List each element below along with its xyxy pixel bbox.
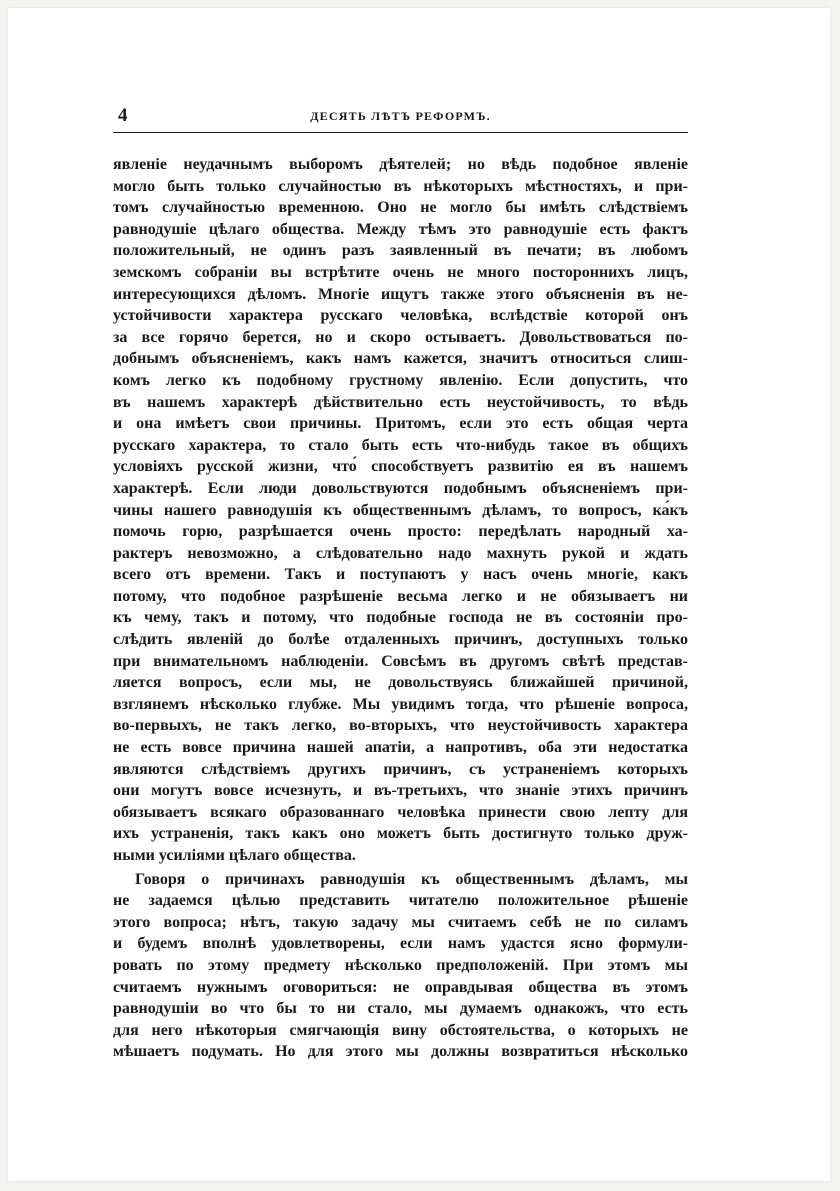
text-line: ихъ устраненія, такъ какъ оно можетъ быть достигнуто только друж- xyxy=(113,825,688,843)
text-line: характерѣ. Если люди довольствуются подобнымъ объясненіемъ при- xyxy=(113,479,688,497)
text-line: въ нашемъ характерѣ дѣйствительно есть неустойчивость, то вѣдь xyxy=(113,393,688,411)
text-line: потому, что подобное разрѣшеніе весьма легко и не обязываетъ ни xyxy=(113,587,688,605)
text-line: и будемъ вполнѣ удовлетворены, если намъ удастся ясно формули- xyxy=(113,935,688,953)
text-line: русскаго характера, то стало быть есть что-нибудь такое въ общихъ xyxy=(113,436,688,454)
text-line: чины нашего равнодушія къ общественнымъ дѣламъ, то вопросъ, ка́къ xyxy=(113,501,688,519)
text-line: явленіе неудачнымъ выборомъ дѣятелей; но вѣдь подобное явленіе xyxy=(113,156,688,173)
text-line: помочь горю, разрѣшается очень просто: передѣлать народный ха- xyxy=(113,523,688,541)
text-line: являются слѣдствіемъ другихъ причинъ, съ устраненіемъ которыхъ xyxy=(113,760,688,778)
text-line: и она имѣетъ свои причины. Притомъ, если это есть общая черта xyxy=(113,415,688,433)
text-line: интересующихся дѣломъ. Многіе ищутъ также этого объясненія въ не- xyxy=(113,285,688,303)
running-title: ДЕСЯТЬ ЛѢТЪ РЕФОРМЪ. xyxy=(310,109,491,123)
text-line: при внимательномъ наблюденіи. Совсѣмъ въ другомъ свѣтѣ представ- xyxy=(113,652,688,670)
text-line: не задаемся цѣлью представить читателю положительное рѣшеніе xyxy=(113,892,688,910)
text-line: равнодушіе цѣлаго общества. Между тѣмъ это равнодушіе есть фактъ xyxy=(113,220,688,238)
body-text xyxy=(113,154,688,1063)
text-line: Говоря о причинахъ равнодушія къ общественнымъ дѣламъ, мы xyxy=(135,870,688,888)
text-line: они могутъ вовсе исчезнуть, и въ-третьихъ, что знаніе этихъ причинъ xyxy=(113,782,688,800)
text-line: положительный, не одинъ разъ заявленный въ печати; въ любомъ xyxy=(113,242,688,260)
text-line: ровать по этому предмету нѣсколько предположеній. При этомъ мы xyxy=(113,956,688,974)
text-line: этого вопроса; нѣтъ, такую задачу мы считаемъ себѣ не по силамъ xyxy=(113,913,688,931)
text-line: земскомъ собраніи вы встрѣтите очень не много постороннихъ лицъ, xyxy=(113,263,688,281)
page-number: 4 xyxy=(118,105,128,126)
text-line: добнымъ объясненіемъ, какъ намъ кажется, значитъ относиться слиш- xyxy=(113,350,688,368)
text-line: не есть вовсе причина нашей апатіи, а напротивъ, оба эти недостатка xyxy=(113,739,688,757)
text-line: слѣдить явленій до болѣе отдаленныхъ причинъ, доступныхъ только xyxy=(113,631,688,649)
text-line: обязываетъ всякаго образованнаго человѣка принести свою лепту для xyxy=(113,803,688,821)
text-line: во-первыхъ, не такъ легко, во-вторыхъ, что неустойчивость характера xyxy=(113,717,688,735)
text-line: ными усиліями цѣлаго общества. xyxy=(113,847,356,864)
text-line: томъ случайностью временною. Оно не могло бы имѣть слѣдствіемъ xyxy=(113,199,688,217)
text-line: ляется вопросъ, если мы, не довольствуясь ближайшей причиной, xyxy=(113,674,688,692)
text-line: равнодушіи во что бы то ни стало, мы думаемъ однакожъ, что есть xyxy=(113,1000,688,1018)
text-line: всего отъ времени. Такъ и поступаютъ у насъ очень многіе, какъ xyxy=(113,566,688,584)
paragraph xyxy=(113,154,688,867)
text-line: комъ легко къ подобному грустному явленію. Если допустить, что xyxy=(113,371,688,389)
text-line: считаемъ нужнымъ оговориться: не оправдывая общества въ этомъ xyxy=(113,978,688,996)
text-line: за все горячо берется, но и скоро остываетъ. Довольствоваться по- xyxy=(113,328,688,346)
text-line: къ чему, такъ и потому, что подобные господа не въ состояніи про- xyxy=(113,609,688,627)
text-line: рактеръ невозможно, а слѣдовательно надо махнуть рукой и ждать xyxy=(113,544,688,562)
book-page xyxy=(8,8,830,1181)
header-rule xyxy=(113,132,688,133)
text-line: могло быть только случайностью въ нѣкоторыхъ мѣстностяхъ, и при- xyxy=(113,177,688,195)
text-line: взглянемъ нѣсколько глубже. Мы увидимъ тогда, что рѣшеніе вопроса, xyxy=(113,695,688,713)
text-line: для него нѣкоторыя смягчающія вину обстоятельства, о которыхъ не xyxy=(113,1021,688,1039)
paragraph xyxy=(113,869,688,1063)
text-line: мѣшаетъ подумать. Но для этого мы должны возвратиться нѣсколько xyxy=(113,1043,688,1061)
text-line: условіяхъ русской жизни, что́ способствуетъ развитію ея въ нашемъ xyxy=(113,458,688,476)
text-line: устойчивости характера русскаго человѣка, вслѣдствіе которой онъ xyxy=(113,307,688,325)
